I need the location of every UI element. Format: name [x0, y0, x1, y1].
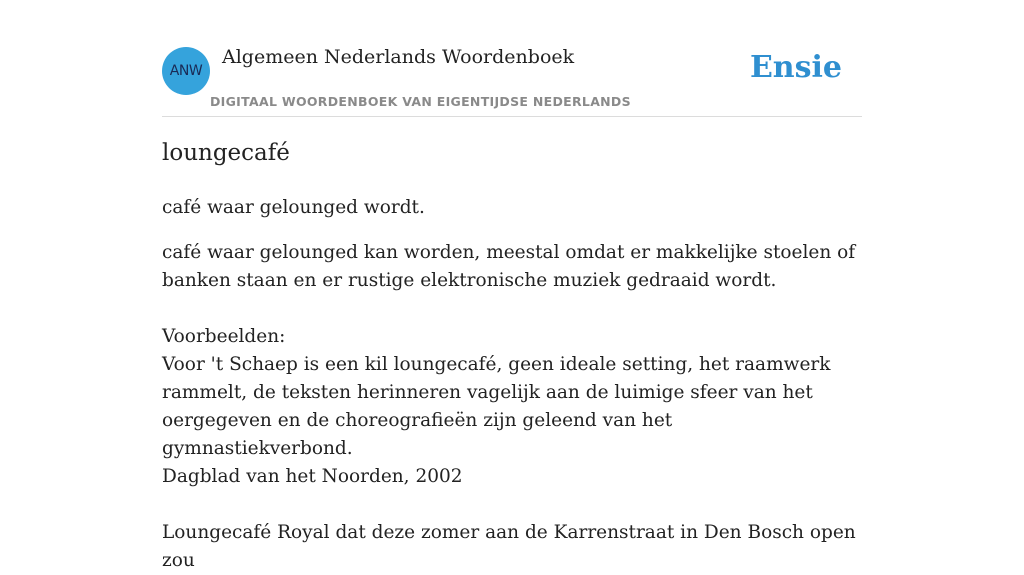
site-header: [162, 0, 862, 117]
ensie-brand-link[interactable]: Ensie: [749, 50, 842, 85]
short-definition: café waar gelounged wordt.: [162, 197, 425, 218]
anw-logo[interactable]: ANW: [162, 47, 210, 95]
entry-term: loungecafé: [162, 140, 290, 166]
page: [162, 0, 862, 571]
source-subtitle: DIGITAAL WOORDENBOEK VAN EIGENTIJDSE NEDERLANDS: [210, 94, 631, 109]
long-definition: café waar gelounged kan worden, meestal omdat er makkelijke stoelen of banken staan en er rustige elektronische muziek gedraaid wordt. Voorbeelden: Voor 't Schaep is een kil loungecafé, geen ideale setting, het raamwerk rammelt, de teksten herinneren vagelijk aan de luimige sfeer van het oergegeven en de choreografieën zijn geleend van het gymnastiekverbond. Dagblad van het Noorden, 2002 Loungecafé Royal dat deze zomer aan de Karrenstraat in Den Bosch open zou: [162, 242, 856, 571]
source-title[interactable]: Algemeen Nederlands Woordenboek: [222, 46, 575, 68]
